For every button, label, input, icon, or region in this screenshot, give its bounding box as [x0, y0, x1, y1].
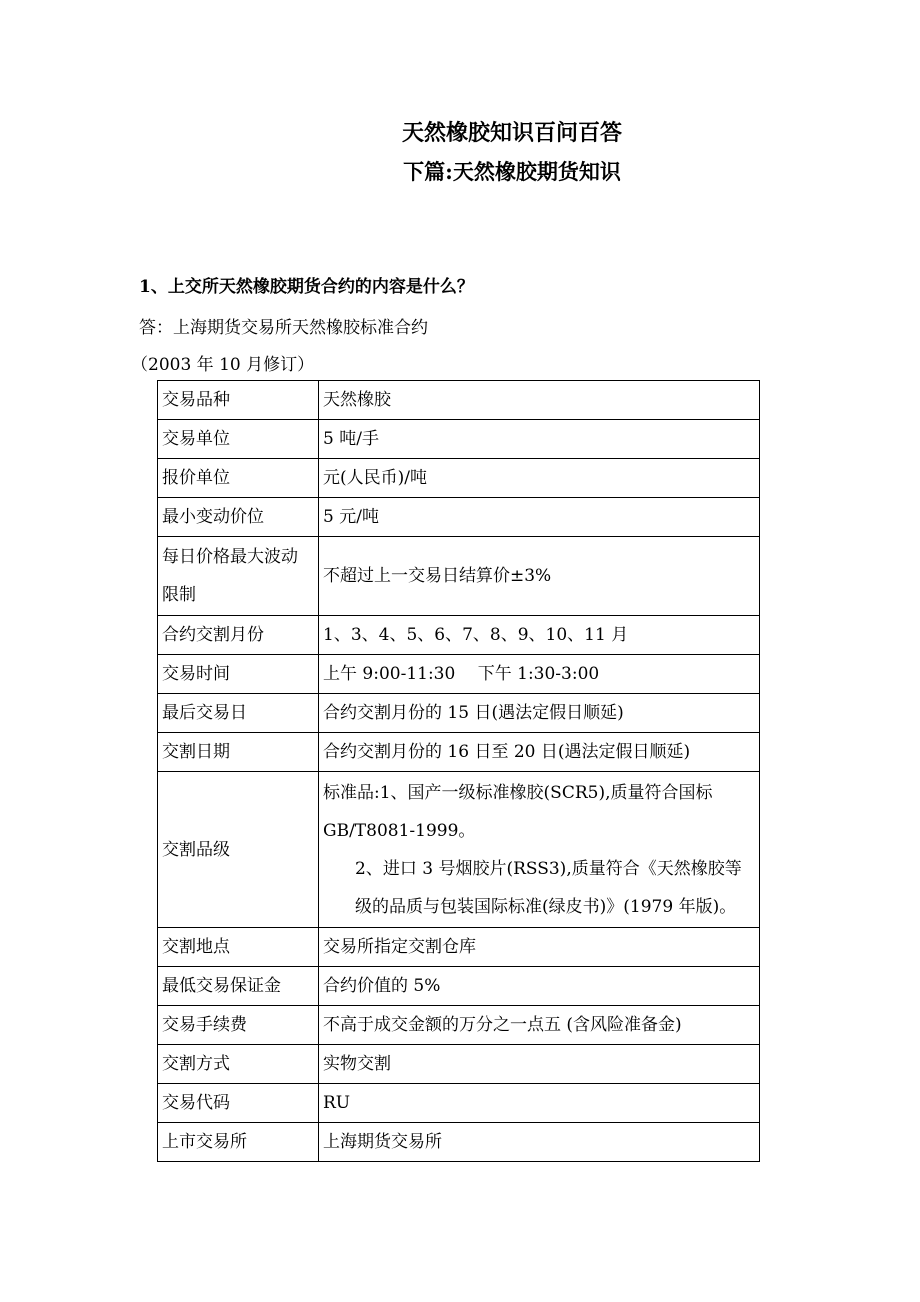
- row-value: 交易所指定交割仓库: [319, 928, 760, 967]
- table-row: [158, 694, 760, 733]
- row-label: 交易手续费: [158, 1006, 319, 1045]
- contract-spec-table: [157, 380, 760, 1162]
- answer-text: 答：上海期货交易所天然橡胶标准合约: [139, 318, 428, 338]
- table-row: [158, 967, 760, 1006]
- row-value: 上午 9:00-11:30 下午 1:30-3:00: [319, 655, 760, 694]
- row-label: 交割品级: [158, 772, 319, 928]
- document-subtitle: 下篇:天然橡胶期货知识: [403, 159, 621, 184]
- row-label: 每日价格最大波动限制: [158, 537, 319, 616]
- grade-standard-text: 标准品:1、国产一级标准橡胶(SCR5),质量符合国标GB/T8081-1999。: [323, 782, 713, 841]
- row-label: 交割日期: [158, 733, 319, 772]
- row-value: 实物交割: [319, 1045, 760, 1084]
- row-label: 最后交易日: [158, 694, 319, 733]
- row-label: 交割方式: [158, 1045, 319, 1084]
- row-label: 合约交割月份: [158, 616, 319, 655]
- table-row: [158, 1045, 760, 1084]
- table-row: [158, 928, 760, 967]
- row-value: 不高于成交金额的万分之一点五 (含风险准备金): [319, 1006, 760, 1045]
- row-value: 不超过上一交易日结算价±3%: [319, 537, 760, 616]
- question-heading: 1、上交所天然橡胶期货合约的内容是什么？: [139, 277, 474, 297]
- row-label: 交易代码: [158, 1084, 319, 1123]
- table-row: [158, 616, 760, 655]
- table-row: [158, 537, 760, 616]
- row-value: RU: [319, 1084, 760, 1123]
- row-label: 交易时间: [158, 655, 319, 694]
- row-value: 5 吨/手: [319, 420, 760, 459]
- row-label: 交割地点: [158, 928, 319, 967]
- document-title: 天然橡胶知识百问百答: [401, 120, 622, 146]
- row-value: [319, 772, 760, 928]
- table-row: [158, 420, 760, 459]
- table-row: [158, 1006, 760, 1045]
- grade-import-text: 2、进口 3 号烟胶片(RSS3),质量符合《天然橡胶等级的品质与包装国际标准(绿皮书)》(1979 年版)。: [355, 858, 742, 917]
- table-row: [158, 459, 760, 498]
- row-value: 合约交割月份的 16 日至 20 日(遇法定假日顺延): [319, 733, 760, 772]
- row-label: 交易品种: [158, 381, 319, 420]
- row-value: 天然橡胶: [319, 381, 760, 420]
- table-row: [158, 733, 760, 772]
- row-label: 交易单位: [158, 420, 319, 459]
- row-label: 最小变动价位: [158, 498, 319, 537]
- table-row: [158, 1123, 760, 1162]
- row-label: 报价单位: [158, 459, 319, 498]
- row-value: 1、3、4、5、6、7、8、9、10、11 月: [319, 616, 760, 655]
- row-value: 5 元/吨: [319, 498, 760, 537]
- table-row: [158, 498, 760, 537]
- row-label: 最低交易保证金: [158, 967, 319, 1006]
- row-value: 合约交割月份的 15 日(遇法定假日顺延): [319, 694, 760, 733]
- table-row: [158, 381, 760, 420]
- revision-note: （2003 年 10 月修订）: [131, 355, 315, 375]
- row-value: 上海期货交易所: [319, 1123, 760, 1162]
- table-row: [158, 772, 760, 928]
- table-row: [158, 1084, 760, 1123]
- row-value: 合约价值的 5%: [319, 967, 760, 1006]
- table-row: [158, 655, 760, 694]
- row-label: 上市交易所: [158, 1123, 319, 1162]
- row-value: 元(人民币)/吨: [319, 459, 760, 498]
